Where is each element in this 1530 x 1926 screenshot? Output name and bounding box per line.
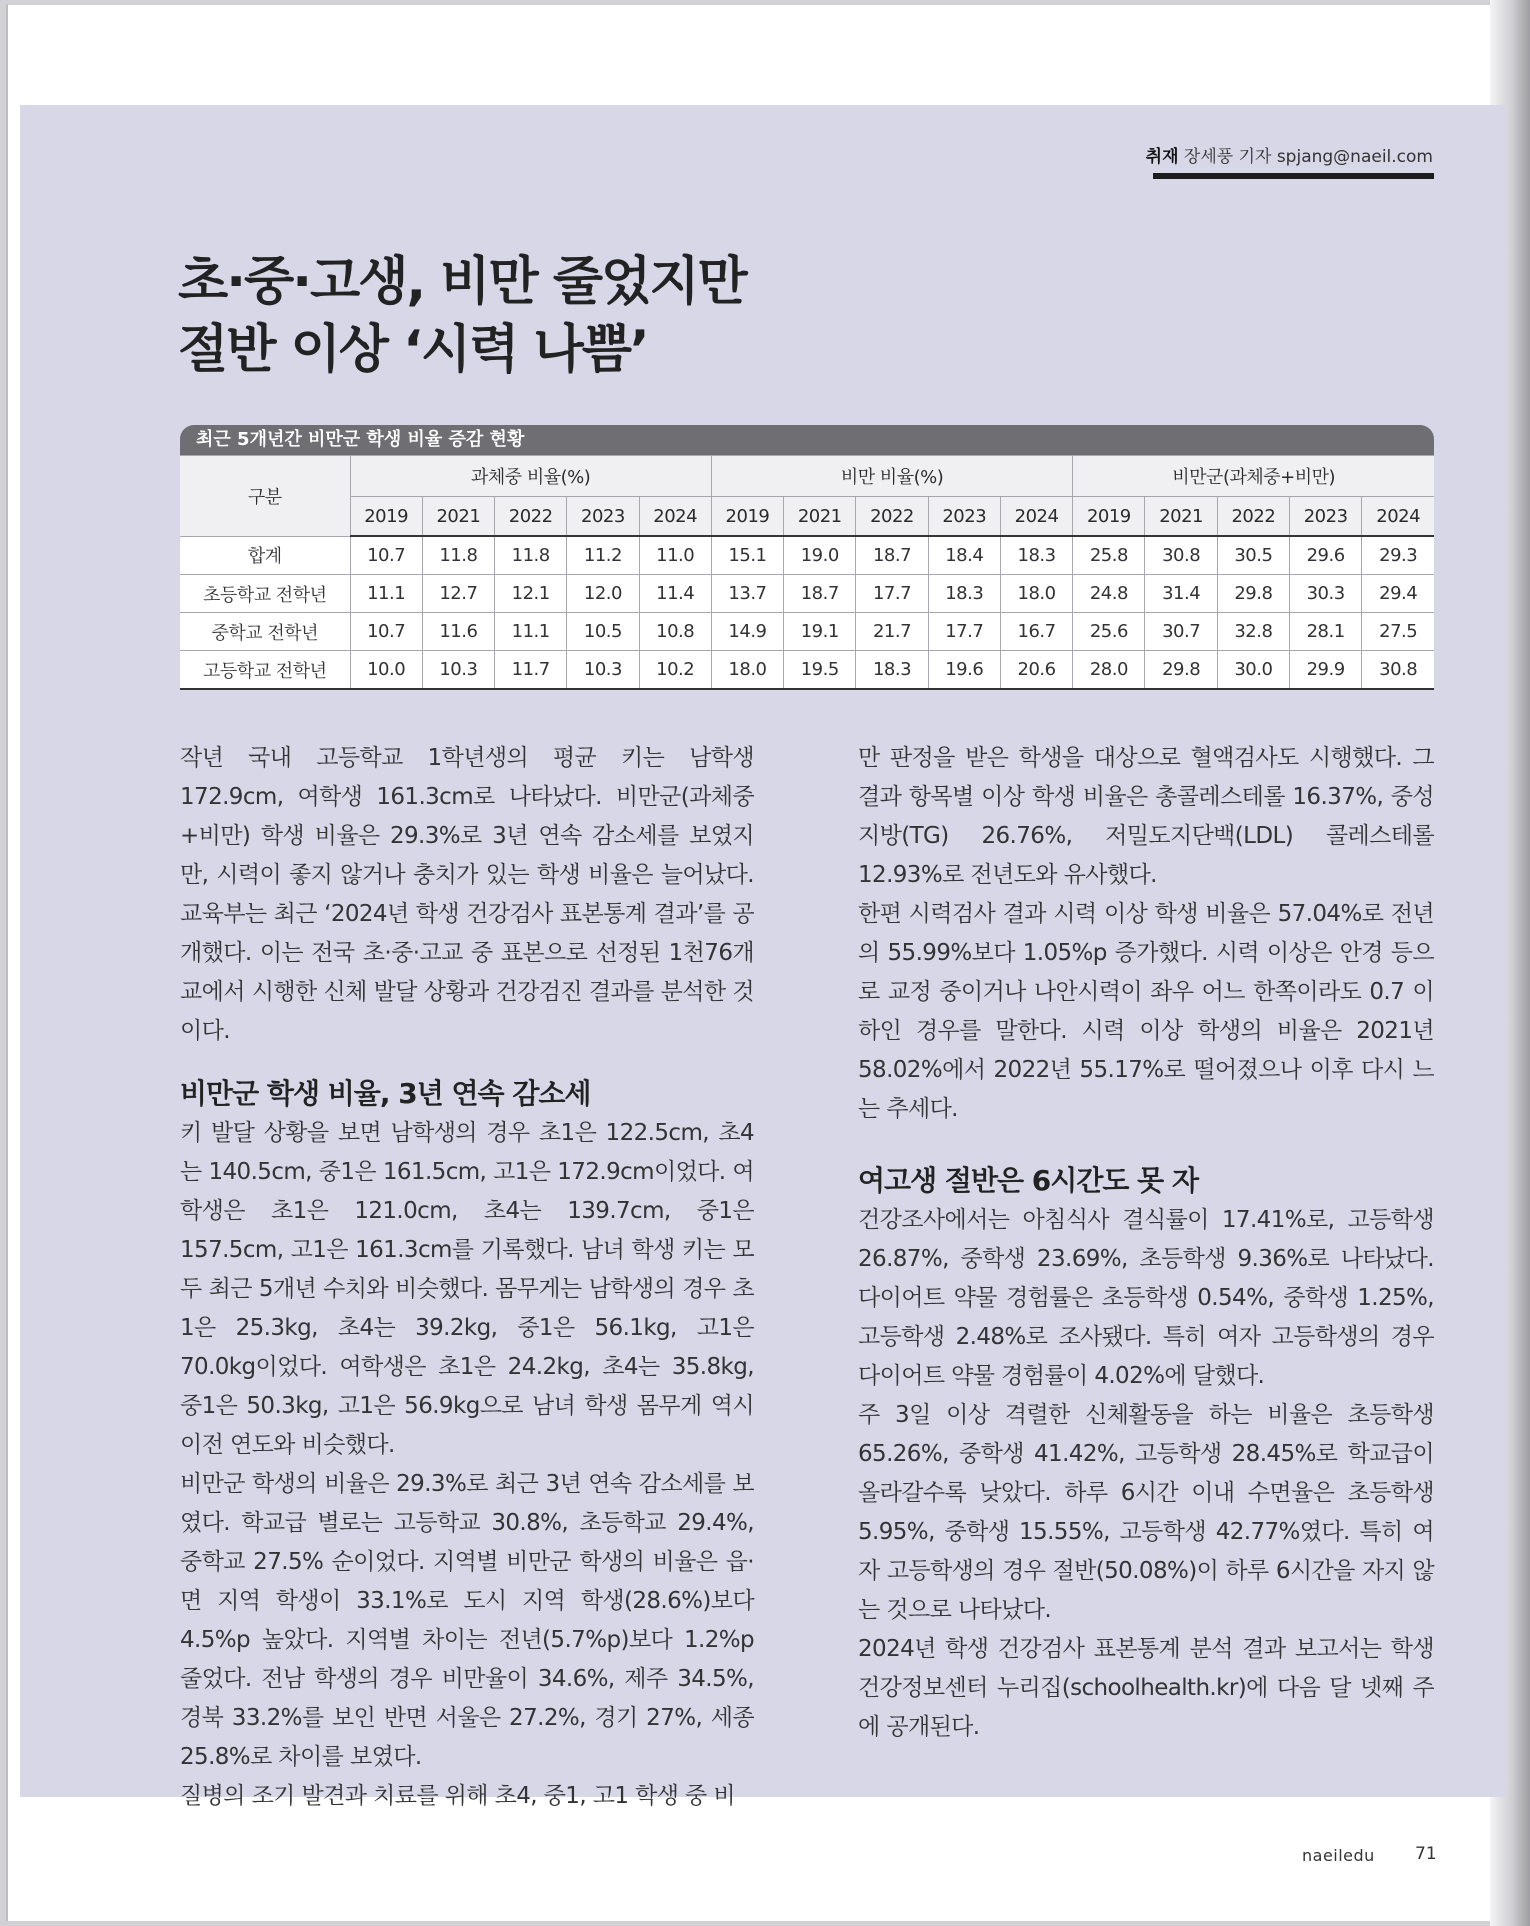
year-header-cell: 2024 <box>1362 497 1434 537</box>
value-cell: 21.7 <box>856 613 928 651</box>
value-cell: 29.8 <box>1145 651 1217 690</box>
year-header-cell: 2021 <box>422 497 494 537</box>
intro-paragraph: 작년 국내 고등학교 1학년생의 평균 키는 남학생 172.9cm, 여학생 161.3cm로 나타났다. 비만군(과체중+비만) 학생 비율은 29.3%로 3년 연속 감소세를 보였지만, 시력이 좋지 않거나 충치가 있는 학생 비율은 늘어났다. 교육부는 최근 ‘2024년 학생 건강검사 표본통계 결과’를 공개했다. 이는 전국 초·중·고교 중 표본으로 선정된 1천76개교에서 시행한 신체 발달 상황과 건강검진 결과를 분석한 것이다. <box>180 745 754 1044</box>
value-cell: 11.2 <box>567 536 639 575</box>
value-cell: 16.7 <box>1000 613 1072 651</box>
row-label-cell: 고등학교 전학년 <box>180 651 350 690</box>
value-cell: 29.3 <box>1362 536 1434 575</box>
value-cell: 18.3 <box>856 651 928 690</box>
value-cell: 14.9 <box>711 613 783 651</box>
value-cell: 11.8 <box>495 536 567 575</box>
value-cell: 19.6 <box>928 651 1000 690</box>
value-cell: 18.3 <box>1000 536 1072 575</box>
section-heading-obesity: 비만군 학생 비율, 3년 연속 감소세 <box>180 1077 591 1110</box>
value-cell: 28.0 <box>1073 651 1145 690</box>
value-cell: 11.8 <box>422 536 494 575</box>
value-cell: 10.5 <box>567 613 639 651</box>
value-cell: 29.8 <box>1217 575 1289 613</box>
value-cell: 11.1 <box>350 575 422 613</box>
value-cell: 11.4 <box>639 575 711 613</box>
table-row <box>180 651 1434 690</box>
value-cell: 18.7 <box>784 575 856 613</box>
value-cell: 10.2 <box>639 651 711 690</box>
value-cell: 10.3 <box>422 651 494 690</box>
headline-line-2: 절반 이상 ‘시력 나쁨’ <box>178 320 648 380</box>
value-cell: 10.7 <box>350 536 422 575</box>
group-header-overweight: 과체중 비율(%) <box>350 456 711 497</box>
year-header-cell: 2023 <box>928 497 1000 537</box>
value-cell: 25.8 <box>1073 536 1145 575</box>
year-header-cell: 2021 <box>1145 497 1217 537</box>
year-header-row <box>180 497 1434 537</box>
value-cell: 18.0 <box>711 651 783 690</box>
right-column <box>858 739 1434 1747</box>
paragraph-blood-test: 만 판정을 받은 학생을 대상으로 혈액검사도 시행했다. 그 결과 항목별 이상 학생 비율은 총콜레스테롤 16.37%, 중성지방(TG) 26.76%, 저밀도지단백(LDL) 콜레스테롤 12.93%로 전년도와 유사했다. <box>858 745 1434 888</box>
value-cell: 11.0 <box>639 536 711 575</box>
byline-label: 취재 <box>1145 147 1179 167</box>
paragraph-activity-sleep: 주 3일 이상 격렬한 신체활동을 하는 비율은 초등학생 65.26%, 중학생 41.42%, 고등학생 28.45%로 학교급이 올라갈수록 낮았다. 하루 6시간 이내 수면율은 초등학생 5.95%, 중학생 15.55%, 고등학생 42.77%였다. 특히 여자 고등학생의 경우 절반(50.08%)이 하루 6시간을 자지 않는 것으로 나타났다. <box>858 1402 1434 1623</box>
byline-rule <box>1153 173 1434 179</box>
byline <box>1133 142 1433 167</box>
value-cell: 18.4 <box>928 536 1000 575</box>
obesity-stats-table <box>180 425 1434 690</box>
table-row <box>180 613 1434 651</box>
group-header-combined: 비만군(과체중+비만) <box>1073 456 1434 497</box>
paragraph-report-release: 2024년 학생 건강검사 표본통계 분석 결과 보고서는 학생 건강정보센터 누리집(schoolhealth.kr)에 다음 달 넷째 주에 공개된다. <box>858 1636 1434 1740</box>
value-cell: 18.7 <box>856 536 928 575</box>
left-column <box>180 739 754 1816</box>
value-cell: 19.5 <box>784 651 856 690</box>
row-label-cell: 중학교 전학년 <box>180 613 350 651</box>
headline-line-1: 초·중·고생, 비만 줄었지만 <box>178 252 746 312</box>
value-cell: 29.4 <box>1362 575 1434 613</box>
byline-text: 장세풍 기자 spjang@naeil.com <box>1183 147 1433 167</box>
group-header-obesity: 비만 비율(%) <box>711 456 1072 497</box>
value-cell: 10.0 <box>350 651 422 690</box>
value-cell: 12.1 <box>495 575 567 613</box>
paragraph-blood-test-start: 질병의 조기 발견과 치료를 위해 초4, 중1, 고1 학생 중 비 <box>180 1783 735 1809</box>
value-cell: 19.0 <box>784 536 856 575</box>
table-row <box>180 536 1434 575</box>
value-cell: 10.7 <box>350 613 422 651</box>
value-cell: 20.6 <box>1000 651 1072 690</box>
stats-table <box>180 455 1434 690</box>
value-cell: 30.0 <box>1217 651 1289 690</box>
year-header-cell: 2019 <box>350 497 422 537</box>
value-cell: 15.1 <box>711 536 783 575</box>
value-cell: 28.1 <box>1290 613 1362 651</box>
value-cell: 18.3 <box>928 575 1000 613</box>
year-header-cell: 2023 <box>1290 497 1362 537</box>
value-cell: 27.5 <box>1362 613 1434 651</box>
value-cell: 17.7 <box>856 575 928 613</box>
table-row <box>180 575 1434 613</box>
value-cell: 30.7 <box>1145 613 1217 651</box>
year-header-cell: 2022 <box>1217 497 1289 537</box>
footer-brand: naeiledu <box>1302 1846 1375 1865</box>
year-header-cell: 2023 <box>567 497 639 537</box>
table-body <box>180 536 1434 689</box>
value-cell: 10.3 <box>567 651 639 690</box>
value-cell: 29.9 <box>1290 651 1362 690</box>
headline <box>178 248 1078 384</box>
value-cell: 10.8 <box>639 613 711 651</box>
value-cell: 32.8 <box>1217 613 1289 651</box>
value-cell: 30.5 <box>1217 536 1289 575</box>
year-header-cell: 2022 <box>495 497 567 537</box>
year-header-cell: 2024 <box>639 497 711 537</box>
paragraph-eyesight: 한편 시력검사 결과 시력 이상 학생 비율은 57.04%로 전년의 55.99%보다 1.05%p 증가했다. 시력 이상은 안경 등으로 교정 중이거나 나안시력이 좌우 어느 한쪽이라도 0.7 이하인 경우를 말한다. 시력 이상 학생의 비율은 2021년 58.02%에서 2022년 55.17%로 떨어졌으나 이후 다시 느는 추세다. <box>858 901 1434 1122</box>
value-cell: 19.1 <box>784 613 856 651</box>
value-cell: 12.0 <box>567 575 639 613</box>
value-cell: 30.3 <box>1290 575 1362 613</box>
value-cell: 17.7 <box>928 613 1000 651</box>
paragraph-obesity-rate: 비만군 학생의 비율은 29.3%로 최근 3년 연속 감소세를 보였다. 학교급 별로는 고등학교 30.8%, 초등학교 29.4%, 중학교 27.5% 순이었다. 지역별 비만군 학생의 비율은 읍·면 지역 학생이 33.1%로 도시 지역 학생(28.6%)보다 4.5%p 높았다. 지역별 차이는 전년(5.7%p)보다 1.2%p 줄었다. 전남 학생의 경우 비만율이 34.6%, 제주 34.5%, 경북 33.2%를 보인 반면 서울은 27.2%, 경기 27%, 세종 25.8%로 차이를 보였다. <box>180 1471 754 1770</box>
value-cell: 30.8 <box>1362 651 1434 690</box>
row-header-cell: 구분 <box>180 456 350 537</box>
value-cell: 18.0 <box>1000 575 1072 613</box>
year-header-cell: 2022 <box>856 497 928 537</box>
value-cell: 11.6 <box>422 613 494 651</box>
value-cell: 31.4 <box>1145 575 1217 613</box>
row-label-cell: 초등학교 전학년 <box>180 575 350 613</box>
row-label-cell: 합계 <box>180 536 350 575</box>
value-cell: 13.7 <box>711 575 783 613</box>
table-caption: 최근 5개년간 비만군 학생 비율 증감 현황 <box>180 425 1434 455</box>
value-cell: 25.6 <box>1073 613 1145 651</box>
value-cell: 29.6 <box>1290 536 1362 575</box>
value-cell: 24.8 <box>1073 575 1145 613</box>
value-cell: 30.8 <box>1145 536 1217 575</box>
value-cell: 12.7 <box>422 575 494 613</box>
year-header-cell: 2019 <box>711 497 783 537</box>
value-cell: 11.7 <box>495 651 567 690</box>
year-header-cell: 2019 <box>1073 497 1145 537</box>
paragraph-height-weight: 키 발달 상황을 보면 남학생의 경우 초1은 122.5cm, 초4는 140.5cm, 중1은 161.5cm, 고1은 172.9cm이었다. 여학생은 초1은 121.0cm, 초4는 139.7cm, 중1은 157.5cm, 고1은 161.3cm를 기록했다. 남녀 학생 키는 모두 최근 5개년 수치와 비슷했다. 몸무게는 남학생의 경우 초1은 25.3kg, 초4는 39.2kg, 중1은 56.1kg, 고1은 70.0kg이었다. 여학생은 초1은 24.2kg, 초4는 35.8kg, 중1은 50.3kg, 고1은 56.9kg으로 남녀 학생 몸무게 역시 이전 연도와 비슷했다. <box>180 1120 754 1458</box>
year-header-cell: 2021 <box>784 497 856 537</box>
value-cell: 11.1 <box>495 613 567 651</box>
year-header-cell: 2024 <box>1000 497 1072 537</box>
section-heading-sleep: 여고생 절반은 6시간도 못 자 <box>858 1164 1199 1197</box>
page-number: 71 <box>1415 1844 1437 1864</box>
paragraph-health-survey: 건강조사에서는 아침식사 결식률이 17.41%로, 고등학생 26.87%, 중학생 23.69%, 초등학생 9.36%로 나타났다. 다이어트 약물 경험률은 초등학생 0.54%, 중학생 1.25%, 고등학생 2.48%로 조사됐다. 특히 여자 고등학생의 경우 다이어트 약물 경험률이 4.02%에 달했다. <box>858 1207 1434 1389</box>
